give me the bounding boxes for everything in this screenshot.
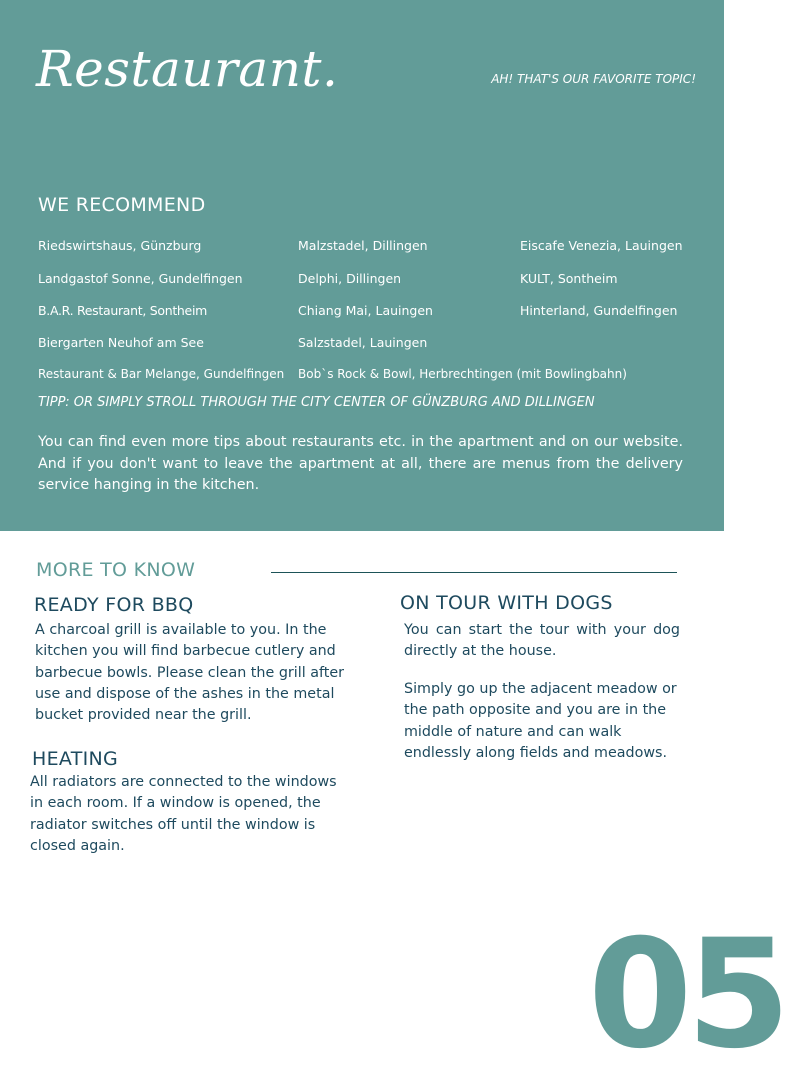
dogs-heading: ON TOUR WITH DOGS — [400, 592, 613, 614]
restaurant-item: Restaurant & Bar Melange, Gundelfingen — [38, 367, 285, 381]
restaurant-item: Bob`s Rock & Bowl, Herbrechtingen (mit Bowlingbahn) — [298, 367, 627, 381]
tagline: AH! THAT'S OUR FAVORITE TOPIC! — [491, 72, 696, 86]
restaurant-item: Salzstadel, Lauingen — [298, 335, 428, 350]
page-number: 05 — [588, 908, 785, 1082]
tip-text: TIPP: OR SIMPLY STROLL THROUGH THE CITY CENTER OF GÜNZBURG AND DILLINGEN — [38, 395, 595, 410]
bbq-text: A charcoal grill is available to you. In the kitchen you will find barbecue cutlery and barbecue bowls. Please clean the grill after use and dispose of the ashes in the metal bucket provided near the grill. — [35, 622, 345, 724]
restaurant-item: Chiang Mai, Lauingen — [298, 303, 433, 318]
more-to-know-heading: MORE TO KNOW — [36, 559, 196, 581]
recommend-panel — [0, 0, 724, 531]
dogs-text-1: You can start the tour with your dog directly at the house. — [404, 622, 680, 660]
restaurant-item: Biergarten Neuhof am See — [38, 335, 204, 350]
restaurant-item: B.A.R. Restaurant, Sontheim — [38, 303, 207, 318]
restaurant-item: Riedswirtshaus, Günzburg — [38, 238, 202, 253]
bbq-heading: READY FOR BBQ — [34, 594, 194, 616]
heating-heading: HEATING — [32, 748, 119, 770]
restaurant-item: Landgastof Sonne, Gundelfingen — [38, 271, 243, 286]
section-divider — [271, 572, 677, 573]
recommend-heading: WE RECOMMEND — [38, 194, 206, 216]
intro-paragraph: You can find even more tips about restaurants etc. in the apartment and on our website. And if you don't want to leave the apartment at all, there are menus from the delivery service hanging in the kitchen. — [38, 434, 683, 493]
dogs-text-2: Simply go up the adjacent meadow or the path opposite and you are in the middle of nature and can walk endlessly along fields and meadows. — [404, 681, 677, 761]
restaurant-item: Eiscafe Venezia, Lauingen — [520, 238, 683, 253]
restaurant-item: Delphi, Dillingen — [298, 271, 402, 286]
restaurant-item: Hinterland, Gundelfingen — [520, 303, 678, 318]
restaurant-item: KULT, Sontheim — [520, 271, 618, 286]
heating-text: All radiators are connected to the windows in each room. If a window is opened, the radiator switches off until the window is closed again. — [30, 774, 337, 854]
restaurant-item: Malzstadel, Dillingen — [298, 238, 428, 253]
page-title: Restaurant. — [36, 40, 339, 98]
